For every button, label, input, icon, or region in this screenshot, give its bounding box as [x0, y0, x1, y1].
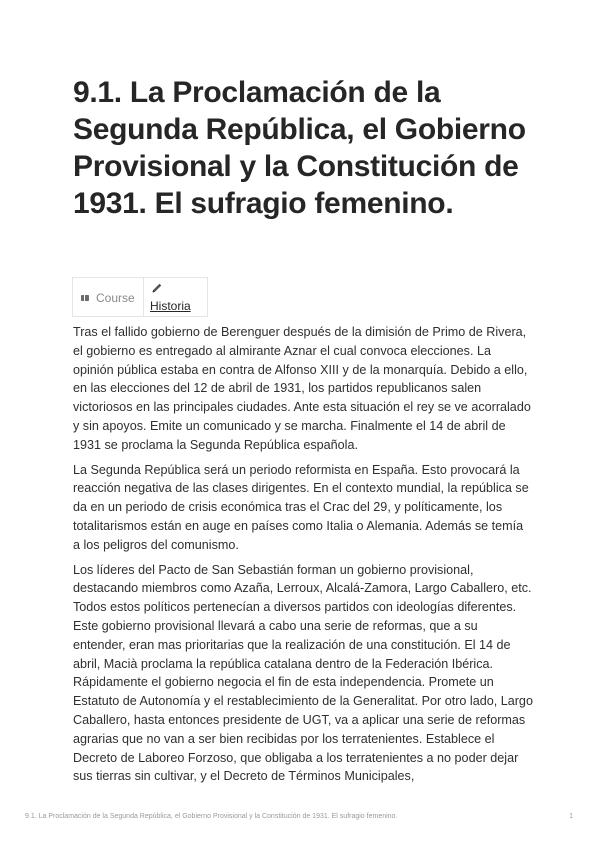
paragraph: Tras el fallido gobierno de Berenguer después de la dimisión de Primo de Rivera, el gobierno es entregado al almirante Aznar el cual convoca elecciones. La opinión pública estaba en contra de Alfonso XIII y de la monarquía. Debido a ello, en las elecciones del 12 de abril de 1931, los partidos republicanos salen victoriosos en las principales ciudades. Ante esta situación el rey se ve acorralado y sin apoyos. Emite un comunicado y se marcha. Finalmente el 14 de abril de 1931 se proclama la Segunda República española.: [73, 325, 531, 452]
property-tag-value[interactable]: Historia: [150, 299, 191, 313]
property-course-label: Course: [96, 291, 135, 305]
paragraph: Los líderes del Pacto de San Sebastián forman un gobierno provisional, destacando miembros como Azaña, Lerroux, Alcalá-Zamora, Largo Caballero, etc. Todos estos políticos pertenecían a diversos partidos con ideologías diferentes. Este gobierno provisional llevará a cabo una serie de reformas, que a su entender, eran mas prioritarias que la realización de una constitución. El 14 de abril, Macià proclama la república catalana dentro de la Federación Ibérica. Rápidamente el gobierno negocia el fin de esta independencia. Promete un Estatuto de Autonomía y el restablecimiento de la Generalitat. Por otro lado, Largo Caballero, hasta entonces presidente de UGT, va a aplicar una serie de reformas agrarias que no van a ser bien recibidas por los terratenientes. Establece el Decreto de Laboreo Forzoso, que obligaba a los terratenientes a no poder dejar sus tierras sin cultivar, y el Decreto de Términos Municipales,: [73, 562, 533, 784]
book-icon: [81, 295, 89, 301]
property-course: [73, 278, 144, 316]
properties-table: [72, 277, 208, 317]
document-body: [73, 323, 533, 792]
paragraph: La Segunda República será un periodo reformista en España. Esto provocará la reacción negativa de las clases dirigentes. En el contexto mundial, la república se da en un periodo de crisis económica tras el Crac del 29, y políticamente, los totalitarismos están en auge en países como Italia o Alemania. Además se temía a los peligros del comunismo.: [73, 462, 529, 552]
property-tag[interactable]: [144, 278, 207, 316]
page-number: 1: [569, 813, 573, 820]
page-footer: 9.1. La Proclamación de la Segunda República, el Gobierno Provisional y la Constitución de 1931. El sufragio femenino.: [25, 813, 398, 820]
page-title: 9.1. La Proclamación de la Segunda República, el Gobierno Provisional y la Constitución de 1931. El sufragio femenino.: [73, 76, 526, 220]
pencil-icon: [151, 282, 163, 294]
